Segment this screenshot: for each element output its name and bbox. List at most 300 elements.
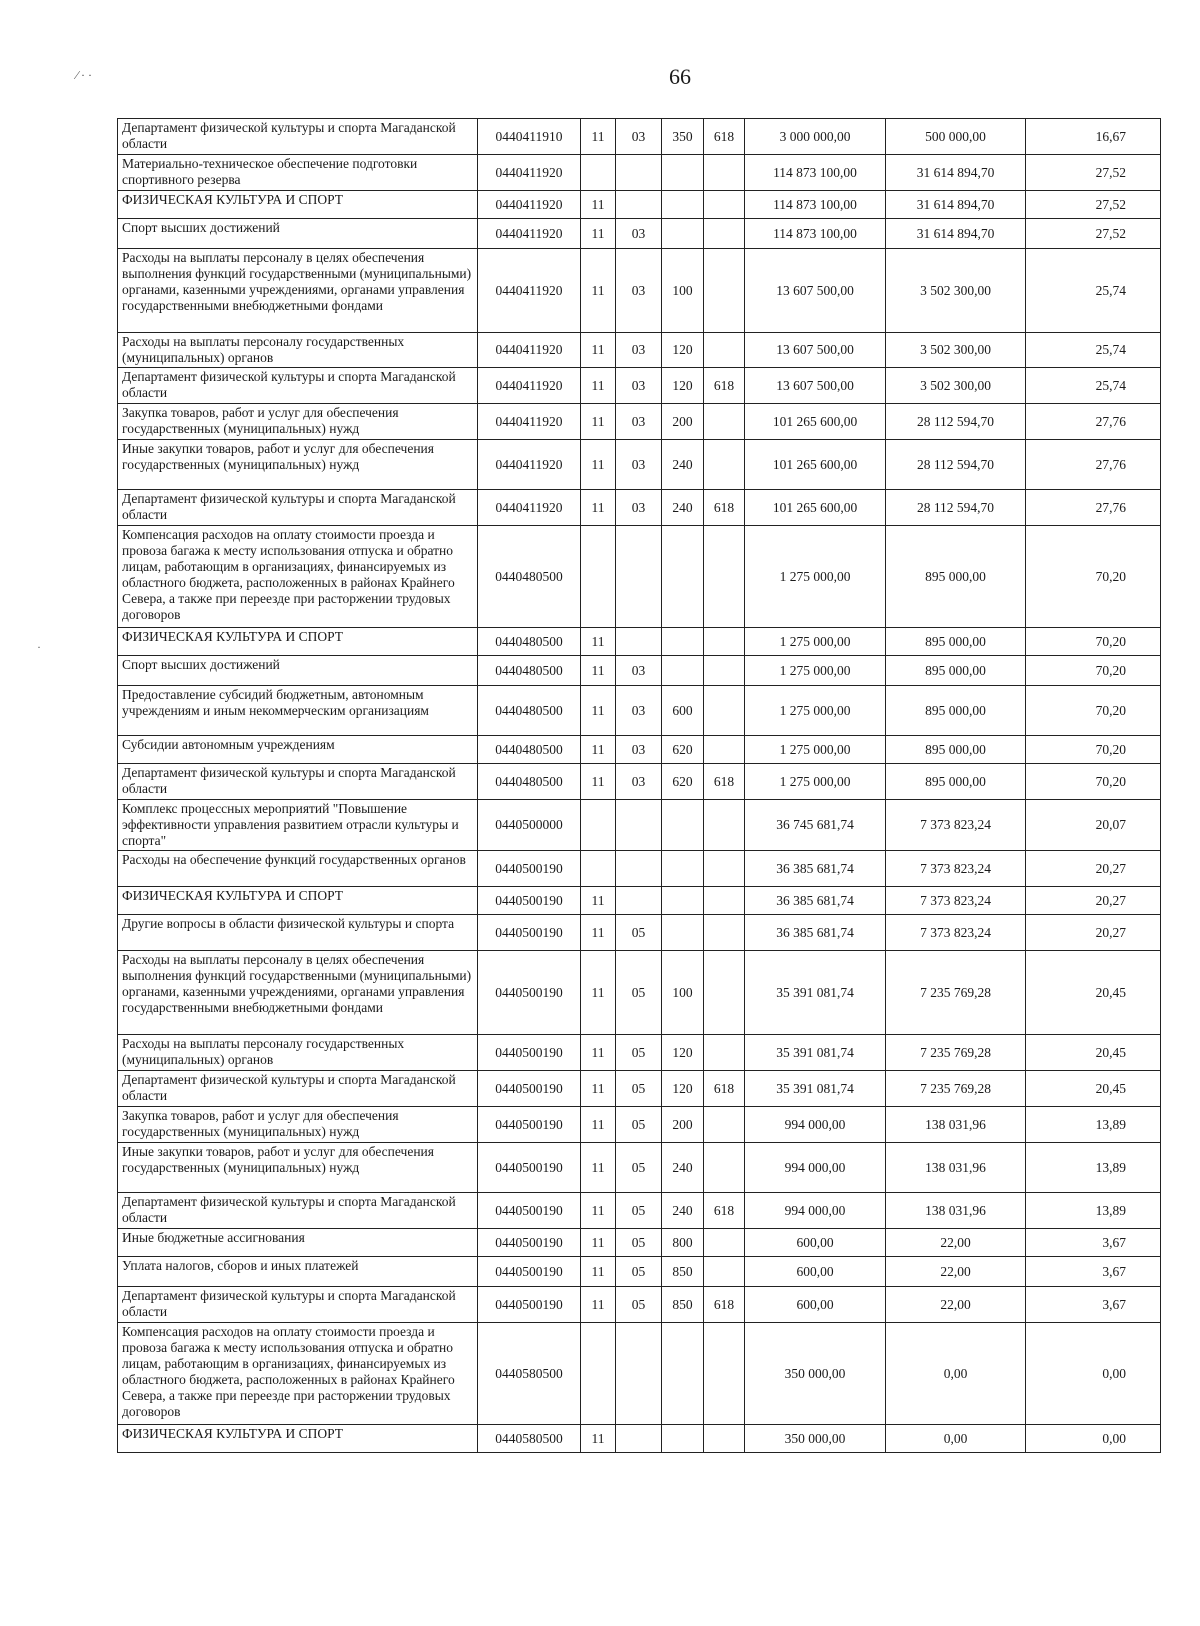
cell-percent: 13,89 [1026,1143,1161,1193]
cell-expense-type: 850 [662,1287,704,1323]
cell-subsection: 05 [616,915,662,951]
cell-plan: 350 000,00 [745,1425,886,1453]
cell-percent: 3,67 [1026,1287,1161,1323]
cell-name: Иные закупки товаров, работ и услуг для обеспечения государственных (муниципальных) нужд [118,440,478,490]
cell-plan: 994 000,00 [745,1107,886,1143]
cell-name: Департамент физической культуры и спорта Магаданской области [118,1193,478,1229]
cell-plan: 36 745 681,74 [745,800,886,851]
cell-section: 11 [581,368,616,404]
cell-section: 11 [581,915,616,951]
table-row [118,851,1161,887]
table-row [118,368,1161,404]
cell-name: Расходы на обеспечение функций государственных органов [118,851,478,887]
cell-executed: 22,00 [886,1257,1026,1287]
budget-table [117,118,1161,1453]
cell-name: Департамент физической культуры и спорта Магаданской области [118,1287,478,1323]
cell-name: Материально-техническое обеспечение подготовки спортивного резерва [118,155,478,191]
page-number: 66 [669,64,691,89]
cell-plan: 101 265 600,00 [745,404,886,440]
cell-target-article: 0440480500 [478,656,581,686]
cell-section: 11 [581,1143,616,1193]
cell-name: Иные бюджетные ассигнования [118,1229,478,1257]
cell-target-article: 0440411920 [478,440,581,490]
table-row [118,119,1161,155]
cell-subsection: 03 [616,119,662,155]
cell-administrator [704,887,745,915]
cell-expense-type: 120 [662,1071,704,1107]
cell-executed: 28 112 594,70 [886,404,1026,440]
table-row [118,628,1161,656]
cell-administrator [704,951,745,1035]
table-row [118,764,1161,800]
cell-expense-type: 240 [662,440,704,490]
cell-target-article: 0440500190 [478,1071,581,1107]
cell-section: 11 [581,440,616,490]
cell-subsection [616,887,662,915]
cell-name: Департамент физической культуры и спорта Магаданской области [118,368,478,404]
scan-corner-marks: ∕ · · [76,68,92,82]
cell-administrator: 618 [704,1287,745,1323]
cell-section: 11 [581,951,616,1035]
cell-expense-type [662,656,704,686]
cell-subsection: 05 [616,1257,662,1287]
cell-percent: 27,52 [1026,155,1161,191]
cell-plan: 1 275 000,00 [745,628,886,656]
cell-section: 11 [581,191,616,219]
cell-percent: 20,27 [1026,915,1161,951]
cell-expense-type: 200 [662,1107,704,1143]
cell-percent: 13,89 [1026,1193,1161,1229]
cell-executed: 895 000,00 [886,656,1026,686]
cell-executed: 138 031,96 [886,1107,1026,1143]
cell-section: 11 [581,736,616,764]
cell-expense-type [662,526,704,628]
cell-executed: 3 502 300,00 [886,368,1026,404]
cell-name: Департамент физической культуры и спорта Магаданской области [118,119,478,155]
cell-expense-type: 350 [662,119,704,155]
cell-executed: 22,00 [886,1229,1026,1257]
cell-name: Расходы на выплаты персоналу государственных (муниципальных) органов [118,1035,478,1071]
cell-name: Предоставление субсидий бюджетным, автономным учреждениям и иным некоммерческим организациям [118,686,478,736]
cell-section [581,1323,616,1425]
cell-executed: 3 502 300,00 [886,333,1026,368]
cell-target-article: 0440580500 [478,1425,581,1453]
cell-subsection: 05 [616,1143,662,1193]
cell-subsection: 03 [616,764,662,800]
cell-expense-type [662,915,704,951]
cell-subsection: 03 [616,219,662,249]
cell-name: Другие вопросы в области физической культуры и спорта [118,915,478,951]
cell-administrator [704,219,745,249]
cell-name: ФИЗИЧЕСКАЯ КУЛЬТУРА И СПОРТ [118,1425,478,1453]
cell-administrator [704,1257,745,1287]
table-row [118,1143,1161,1193]
cell-expense-type: 120 [662,333,704,368]
cell-expense-type: 850 [662,1257,704,1287]
cell-section [581,800,616,851]
cell-executed: 895 000,00 [886,628,1026,656]
cell-name: Уплата налогов, сборов и иных платежей [118,1257,478,1287]
cell-executed: 28 112 594,70 [886,440,1026,490]
cell-target-article: 0440480500 [478,628,581,656]
cell-section: 11 [581,628,616,656]
cell-name: Расходы на выплаты персоналу в целях обеспечения выполнения функций государственными (муниципальными) органами, казенными учреждениями, органами управления государственными внебюджетными фондами [118,249,478,333]
cell-administrator [704,191,745,219]
cell-administrator: 618 [704,1071,745,1107]
table-row [118,404,1161,440]
cell-target-article: 0440480500 [478,736,581,764]
cell-section: 11 [581,490,616,526]
cell-percent: 0,00 [1026,1425,1161,1453]
cell-percent: 3,67 [1026,1229,1161,1257]
cell-section: 11 [581,333,616,368]
cell-plan: 1 275 000,00 [745,526,886,628]
cell-name: ФИЗИЧЕСКАЯ КУЛЬТУРА И СПОРТ [118,628,478,656]
cell-percent: 70,20 [1026,526,1161,628]
cell-percent: 20,27 [1026,851,1161,887]
cell-plan: 13 607 500,00 [745,249,886,333]
cell-target-article: 0440500190 [478,1287,581,1323]
cell-target-article: 0440411920 [478,490,581,526]
cell-name: Департамент физической культуры и спорта Магаданской области [118,1071,478,1107]
cell-percent: 20,45 [1026,1071,1161,1107]
cell-target-article: 0440411920 [478,333,581,368]
cell-subsection [616,1425,662,1453]
table-row [118,1035,1161,1071]
cell-administrator [704,628,745,656]
cell-expense-type: 120 [662,368,704,404]
cell-expense-type: 200 [662,404,704,440]
table-row [118,440,1161,490]
cell-administrator [704,800,745,851]
cell-subsection [616,851,662,887]
cell-plan: 600,00 [745,1257,886,1287]
cell-administrator: 618 [704,764,745,800]
cell-section: 11 [581,119,616,155]
cell-expense-type: 240 [662,490,704,526]
cell-administrator [704,1323,745,1425]
cell-name: Компенсация расходов на оплату стоимости проезда и провоза багажа к месту использования отпуска и обратно лицам, работающим в организациях, финансируемых из областного бюджета, расположенных в районах Крайнего Севера, а также при переезде при расторжении трудовых договоров [118,1323,478,1425]
cell-executed: 7 235 769,28 [886,951,1026,1035]
cell-name: ФИЗИЧЕСКАЯ КУЛЬТУРА И СПОРТ [118,887,478,915]
cell-executed: 31 614 894,70 [886,219,1026,249]
cell-expense-type: 620 [662,736,704,764]
cell-administrator [704,333,745,368]
cell-plan: 36 385 681,74 [745,887,886,915]
cell-plan: 600,00 [745,1229,886,1257]
cell-subsection: 03 [616,368,662,404]
cell-expense-type: 240 [662,1143,704,1193]
cell-percent: 27,76 [1026,440,1161,490]
cell-executed: 3 502 300,00 [886,249,1026,333]
table-row [118,249,1161,333]
cell-percent: 27,76 [1026,490,1161,526]
cell-executed: 138 031,96 [886,1143,1026,1193]
cell-section: 11 [581,1071,616,1107]
table-row [118,219,1161,249]
cell-administrator [704,1107,745,1143]
table-row [118,191,1161,219]
cell-section [581,851,616,887]
cell-section: 11 [581,656,616,686]
cell-percent: 3,67 [1026,1257,1161,1287]
cell-executed: 895 000,00 [886,736,1026,764]
cell-section: 11 [581,887,616,915]
cell-plan: 101 265 600,00 [745,490,886,526]
cell-expense-type [662,851,704,887]
cell-target-article: 0440411920 [478,155,581,191]
table-row [118,333,1161,368]
cell-plan: 1 275 000,00 [745,686,886,736]
cell-administrator [704,656,745,686]
cell-plan: 600,00 [745,1287,886,1323]
cell-executed: 31 614 894,70 [886,155,1026,191]
table-row [118,490,1161,526]
cell-subsection: 05 [616,1107,662,1143]
cell-target-article: 0440500000 [478,800,581,851]
cell-expense-type [662,1425,704,1453]
cell-percent: 16,67 [1026,119,1161,155]
cell-percent: 20,45 [1026,1035,1161,1071]
cell-plan: 1 275 000,00 [745,764,886,800]
cell-subsection: 03 [616,736,662,764]
cell-executed: 7 373 823,24 [886,851,1026,887]
cell-target-article: 0440411920 [478,404,581,440]
cell-expense-type: 600 [662,686,704,736]
cell-expense-type [662,191,704,219]
cell-plan: 35 391 081,74 [745,1071,886,1107]
cell-administrator: 618 [704,368,745,404]
cell-plan: 36 385 681,74 [745,851,886,887]
cell-target-article: 0440411920 [478,219,581,249]
table-row [118,1287,1161,1323]
cell-target-article: 0440500190 [478,951,581,1035]
cell-expense-type [662,887,704,915]
cell-target-article: 0440480500 [478,764,581,800]
cell-expense-type: 100 [662,249,704,333]
cell-target-article: 0440500190 [478,915,581,951]
cell-section [581,155,616,191]
cell-name: Комплекс процессных мероприятий "Повышение эффективности управления развитием отрасли культуры и спорта" [118,800,478,851]
cell-section: 11 [581,686,616,736]
cell-administrator [704,1035,745,1071]
cell-name: ФИЗИЧЕСКАЯ КУЛЬТУРА И СПОРТ [118,191,478,219]
table-row [118,1071,1161,1107]
table-row [118,686,1161,736]
cell-subsection [616,628,662,656]
table-row [118,1193,1161,1229]
cell-name: Расходы на выплаты персоналу государственных (муниципальных) органов [118,333,478,368]
scan-speck: · [37,640,41,654]
cell-executed: 7 373 823,24 [886,800,1026,851]
cell-expense-type [662,1323,704,1425]
cell-administrator [704,851,745,887]
cell-expense-type: 120 [662,1035,704,1071]
cell-executed: 138 031,96 [886,1193,1026,1229]
cell-subsection: 03 [616,656,662,686]
cell-percent: 0,00 [1026,1323,1161,1425]
table-row [118,915,1161,951]
table-row [118,1257,1161,1287]
cell-executed: 22,00 [886,1287,1026,1323]
cell-target-article: 0440500190 [478,1229,581,1257]
cell-name: Закупка товаров, работ и услуг для обеспечения государственных (муниципальных) нужд [118,404,478,440]
cell-plan: 101 265 600,00 [745,440,886,490]
cell-section: 11 [581,1287,616,1323]
cell-expense-type [662,219,704,249]
cell-section: 11 [581,1257,616,1287]
cell-plan: 994 000,00 [745,1143,886,1193]
cell-section: 11 [581,1193,616,1229]
cell-section: 11 [581,404,616,440]
cell-target-article: 0440500190 [478,1107,581,1143]
cell-plan: 114 873 100,00 [745,155,886,191]
cell-percent: 70,20 [1026,656,1161,686]
cell-percent: 25,74 [1026,249,1161,333]
cell-administrator: 618 [704,1193,745,1229]
cell-section: 11 [581,219,616,249]
cell-subsection: 03 [616,404,662,440]
cell-executed: 7 373 823,24 [886,887,1026,915]
cell-plan: 1 275 000,00 [745,656,886,686]
cell-percent: 13,89 [1026,1107,1161,1143]
cell-section: 11 [581,1107,616,1143]
cell-subsection: 03 [616,686,662,736]
cell-target-article: 0440480500 [478,686,581,736]
cell-section [581,526,616,628]
cell-percent: 20,27 [1026,887,1161,915]
cell-plan: 994 000,00 [745,1193,886,1229]
cell-section: 11 [581,764,616,800]
cell-target-article: 0440500190 [478,1257,581,1287]
cell-administrator [704,526,745,628]
cell-percent: 27,52 [1026,219,1161,249]
cell-plan: 114 873 100,00 [745,191,886,219]
cell-plan: 35 391 081,74 [745,1035,886,1071]
cell-target-article: 0440500190 [478,1143,581,1193]
cell-administrator [704,440,745,490]
table-row [118,800,1161,851]
cell-name: Расходы на выплаты персоналу в целях обеспечения выполнения функций государственными (муниципальными) органами, казенными учреждениями, органами управления государственными внебюджетными фондами [118,951,478,1035]
cell-percent: 70,20 [1026,736,1161,764]
cell-subsection: 05 [616,1035,662,1071]
cell-administrator [704,1229,745,1257]
cell-percent: 27,52 [1026,191,1161,219]
cell-subsection [616,155,662,191]
cell-percent: 25,74 [1026,333,1161,368]
cell-target-article: 0440411920 [478,368,581,404]
cell-executed: 7 373 823,24 [886,915,1026,951]
cell-executed: 500 000,00 [886,119,1026,155]
cell-percent: 70,20 [1026,628,1161,656]
cell-name: Департамент физической культуры и спорта Магаданской области [118,764,478,800]
cell-executed: 7 235 769,28 [886,1035,1026,1071]
table-row [118,155,1161,191]
cell-subsection: 05 [616,1287,662,1323]
cell-name: Департамент физической культуры и спорта Магаданской области [118,490,478,526]
cell-plan: 35 391 081,74 [745,951,886,1035]
cell-section: 11 [581,1035,616,1071]
cell-administrator: 618 [704,119,745,155]
cell-administrator [704,404,745,440]
cell-target-article: 0440480500 [478,526,581,628]
table-row [118,526,1161,628]
cell-subsection: 03 [616,333,662,368]
cell-executed: 31 614 894,70 [886,191,1026,219]
cell-executed: 895 000,00 [886,686,1026,736]
table-body [118,119,1161,1453]
cell-section: 11 [581,249,616,333]
cell-subsection: 05 [616,951,662,1035]
cell-executed: 0,00 [886,1323,1026,1425]
table-row [118,1323,1161,1425]
cell-administrator [704,1425,745,1453]
cell-administrator [704,249,745,333]
cell-target-article: 0440411910 [478,119,581,155]
cell-expense-type: 240 [662,1193,704,1229]
cell-expense-type [662,155,704,191]
cell-subsection: 03 [616,249,662,333]
cell-expense-type: 620 [662,764,704,800]
table-row [118,736,1161,764]
cell-target-article: 0440500190 [478,1193,581,1229]
table-row [118,887,1161,915]
cell-percent: 25,74 [1026,368,1161,404]
cell-name: Спорт высших достижений [118,656,478,686]
cell-executed: 895 000,00 [886,526,1026,628]
cell-expense-type: 800 [662,1229,704,1257]
cell-subsection: 03 [616,440,662,490]
cell-percent: 20,07 [1026,800,1161,851]
cell-administrator [704,736,745,764]
cell-percent: 70,20 [1026,764,1161,800]
cell-name: Субсидии автономным учреждениям [118,736,478,764]
cell-administrator [704,1143,745,1193]
cell-section: 11 [581,1425,616,1453]
cell-executed: 28 112 594,70 [886,490,1026,526]
cell-subsection [616,800,662,851]
cell-name: Закупка товаров, работ и услуг для обеспечения государственных (муниципальных) нужд [118,1107,478,1143]
cell-target-article: 0440411920 [478,191,581,219]
cell-percent: 20,45 [1026,951,1161,1035]
cell-plan: 13 607 500,00 [745,368,886,404]
cell-subsection: 05 [616,1229,662,1257]
cell-administrator: 618 [704,490,745,526]
cell-percent: 27,76 [1026,404,1161,440]
cell-administrator [704,686,745,736]
table-row [118,951,1161,1035]
table-row [118,1107,1161,1143]
cell-expense-type [662,800,704,851]
cell-administrator [704,915,745,951]
cell-target-article: 0440500190 [478,1035,581,1071]
cell-target-article: 0440580500 [478,1323,581,1425]
table-row [118,1425,1161,1453]
cell-subsection [616,1323,662,1425]
cell-subsection: 03 [616,490,662,526]
cell-name: Компенсация расходов на оплату стоимости проезда и провоза багажа к месту использования отпуска и обратно лицам, работающим в организациях, финансируемых из областного бюджета, расположенных в районах Крайнего Севера, а также при переезде при расторжении трудовых договоров [118,526,478,628]
cell-expense-type: 100 [662,951,704,1035]
cell-subsection: 05 [616,1071,662,1107]
cell-plan: 3 000 000,00 [745,119,886,155]
cell-subsection [616,191,662,219]
cell-plan: 114 873 100,00 [745,219,886,249]
cell-subsection: 05 [616,1193,662,1229]
cell-target-article: 0440500190 [478,851,581,887]
cell-target-article: 0440411920 [478,249,581,333]
cell-plan: 36 385 681,74 [745,915,886,951]
table-row [118,1229,1161,1257]
